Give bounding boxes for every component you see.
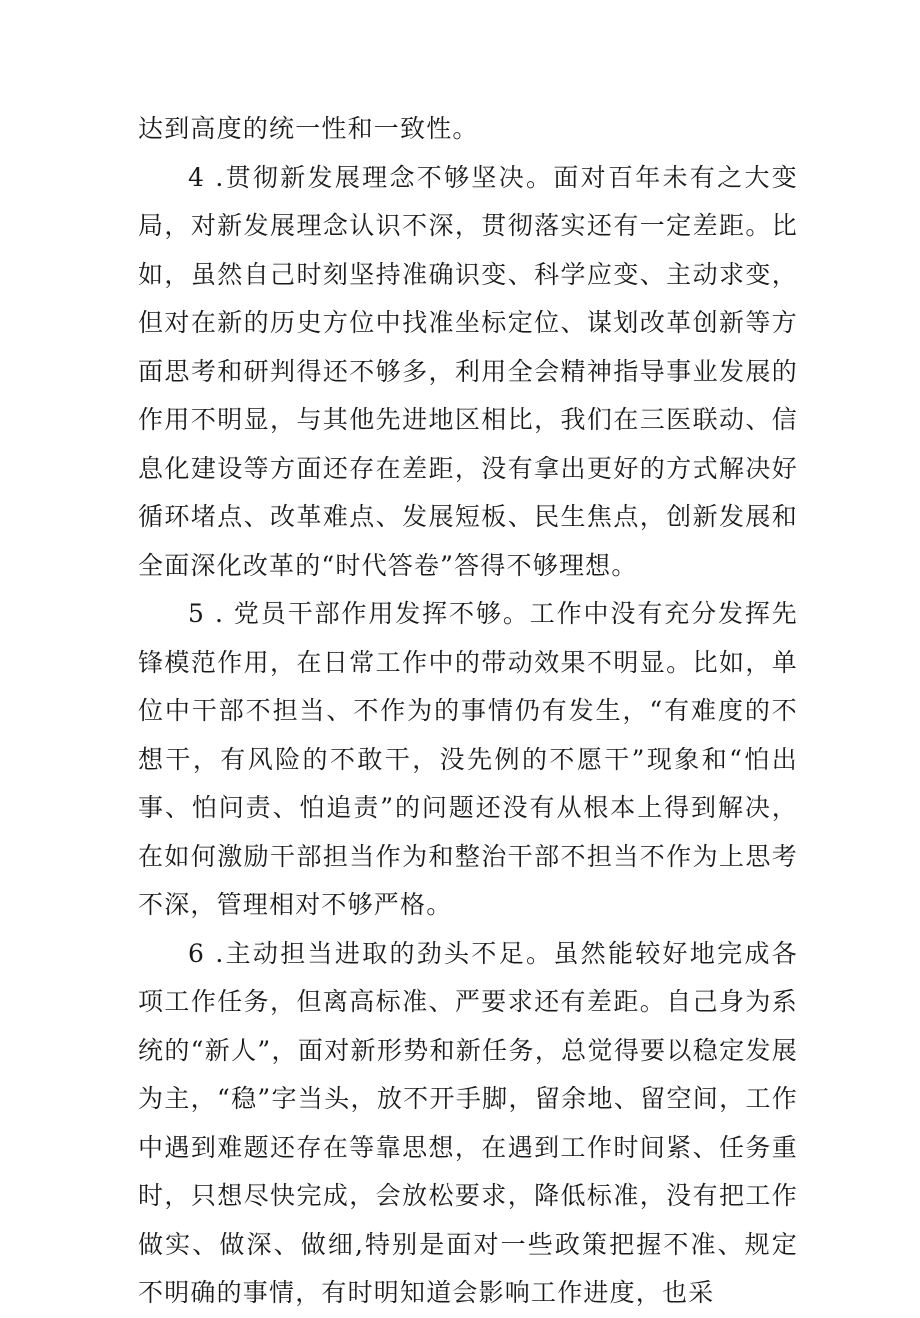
paragraph-item-5: 5 . 党员干部作用发挥不够。工作中没有充分发挥先锋模范作用，在日常工作中的带动效果不明显。比如，单位中干部不担当、不作为的事情仍有发生，“有难度的不想干，有风险的不敢干，没先例的不愿干”现象和“怕出事、怕问责、怕追责”的问题还没有从根本上得到解决，在如何激励干部担当作为和整治干部不担当不作为上思考不深，管理相对不够严格。 [138,599,798,919]
paragraph-continuation: 达到高度的统一性和一致性。 [138,114,479,143]
paragraph-item-6: 6 .主动担当进取的劲头不足。虽然能较好地完成各项工作任务，但离高标准、严要求还有差距。自己身为系统的“新人”，面对新形势和新任务，总觉得要以稳定发展为主，“稳”字当头，放不开手脚，留余地、留空间，工作中遇到难题还存在等靠思想，在遇到工作时间紧、任务重时，只想尽快完成，会放松要求，降低标准，没有把工作做实、做深、做细,特别是面对一些政策把握不准、规定不明确的事情，有时明知道会影响工作进度，也采 [138,938,798,1307]
document-body [138,105,798,1318]
paragraph-item-4: 4 .贯彻新发展理念不够坚决。面对百年未有之大变局，对新发展理念认识不深，贯彻落实还有一定差距。比如，虽然自己时刻坚持准确识变、科学应变、主动求变，但对在新的历史方位中找准坐标定位、谋划改革创新等方面思考和研判得还不够多，利用全会精神指导事业发展的作用不明显，与其他先进地区相比，我们在三医联动、信息化建设等方面还存在差距，没有拿出更好的方式解决好循环堵点、改革难点、发展短板、民生焦点，创新发展和全面深化改革的“时代答卷”答得不够理想。 [138,162,798,580]
